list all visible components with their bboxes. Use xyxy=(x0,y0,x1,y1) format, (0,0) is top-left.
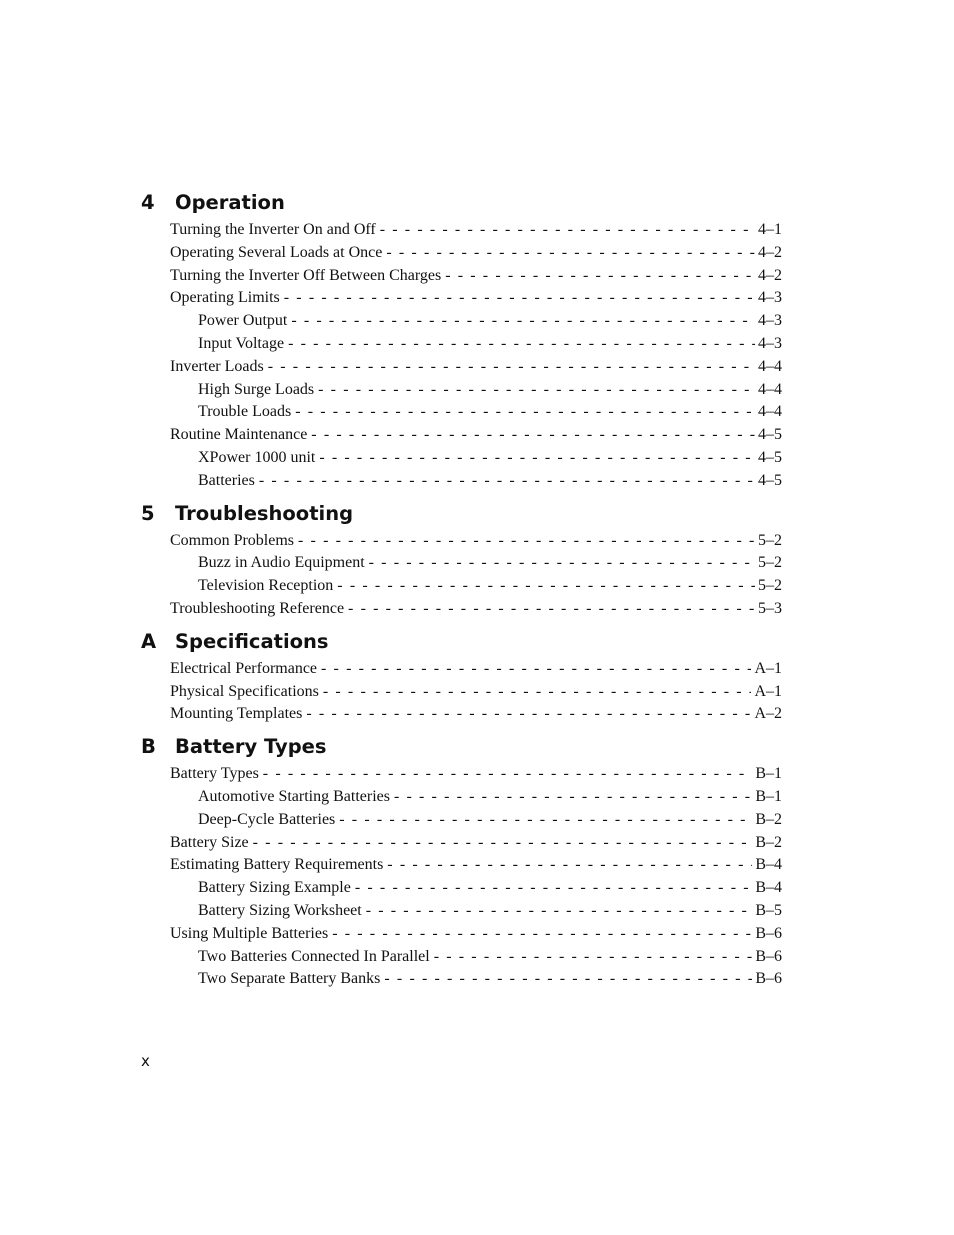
toc-entry-title: Physical Specifications xyxy=(170,682,319,700)
toc-entry-page: 5–2 xyxy=(758,554,782,572)
toc-entry-page: 5–3 xyxy=(758,599,782,617)
toc-entry-title: Electrical Performance xyxy=(170,659,318,677)
toc-entry-page: 4–4 xyxy=(758,380,782,398)
toc-entry-page: B–2 xyxy=(755,810,782,828)
chapter-number: 5 xyxy=(141,501,155,525)
dot-leader xyxy=(387,854,752,877)
toc-entry-page: B–1 xyxy=(755,787,782,805)
toc-entry-title: Trouble Loads xyxy=(198,403,292,421)
toc-entry-page: 4–2 xyxy=(758,243,782,261)
toc-entry-title: Troubleshooting Reference xyxy=(170,599,345,617)
toc-entry[interactable] xyxy=(141,424,782,447)
toc-entry-page: B–6 xyxy=(755,947,782,965)
dot-leader xyxy=(288,333,755,356)
toc-entry-title: Common Problems xyxy=(170,531,295,549)
toc-subentry[interactable] xyxy=(141,401,782,424)
chapter-number: B xyxy=(141,735,156,759)
toc-entry[interactable] xyxy=(141,356,782,379)
toc-entry-page: 4–3 xyxy=(758,289,782,307)
toc-subentry[interactable] xyxy=(141,333,782,356)
toc-subentry[interactable] xyxy=(141,809,782,832)
dot-leader xyxy=(284,287,755,310)
chapter-number: 4 xyxy=(141,191,155,214)
toc-entry-title: Deep-Cycle Batteries xyxy=(198,810,336,828)
dot-leader xyxy=(369,552,755,575)
toc-subentry[interactable] xyxy=(141,877,782,900)
toc-subentry[interactable] xyxy=(141,900,782,923)
chapter-section xyxy=(141,625,782,726)
dot-leader xyxy=(434,946,753,969)
toc-entry[interactable] xyxy=(141,923,782,946)
toc-entry-title: Battery Types xyxy=(170,765,259,783)
chapter-section xyxy=(141,497,782,621)
toc-entry-page: B–6 xyxy=(755,924,782,942)
toc-entry-title: Buzz in Audio Equipment xyxy=(198,554,365,572)
toc-entry-title: Estimating Battery Requirements xyxy=(170,856,384,874)
toc-entry-title: XPower 1000 unit xyxy=(198,448,316,466)
toc-entry[interactable] xyxy=(141,832,782,855)
dot-leader xyxy=(321,658,751,681)
toc-subentry[interactable] xyxy=(141,946,782,969)
toc-entry[interactable] xyxy=(141,265,782,288)
dot-leader xyxy=(263,763,753,786)
chapter-number: A xyxy=(141,629,157,653)
toc-entry[interactable] xyxy=(141,658,782,681)
dot-leader xyxy=(445,265,755,288)
dot-leader xyxy=(337,575,755,598)
toc-entry-page: B–5 xyxy=(755,901,782,919)
dot-leader xyxy=(259,470,755,493)
toc-entry-title: Inverter Loads xyxy=(170,357,264,375)
dot-leader xyxy=(386,242,755,265)
table-of-contents xyxy=(141,186,782,991)
toc-entry-title: Batteries xyxy=(198,471,255,489)
dot-leader xyxy=(332,923,752,946)
toc-entry-page: 4–5 xyxy=(758,448,782,466)
chapter-section xyxy=(141,730,782,991)
toc-subentry[interactable] xyxy=(141,310,782,333)
toc-subentry[interactable] xyxy=(141,575,782,598)
dot-leader xyxy=(348,598,755,621)
toc-subentry[interactable] xyxy=(141,968,782,991)
toc-entry-title: Operating Limits xyxy=(170,289,280,307)
dot-leader xyxy=(291,310,755,333)
toc-subentry[interactable] xyxy=(141,379,782,402)
dot-leader xyxy=(318,379,755,402)
dot-leader xyxy=(295,401,755,424)
dot-leader xyxy=(268,356,755,379)
toc-entry-title: Operating Several Loads at Once xyxy=(170,243,383,261)
toc-entry-page: 4–4 xyxy=(758,357,782,375)
dot-leader xyxy=(380,219,755,242)
toc-entry-page: B–2 xyxy=(755,833,782,851)
toc-entry-title: Battery Sizing Example xyxy=(198,879,351,897)
dot-leader xyxy=(306,703,751,726)
toc-entry-page: 4–5 xyxy=(758,426,782,444)
toc-entry-page: 4–4 xyxy=(758,403,782,421)
toc-entry-page: B–6 xyxy=(755,970,782,988)
toc-entry-title: Battery Sizing Worksheet xyxy=(198,901,362,919)
toc-subentry[interactable] xyxy=(141,447,782,470)
toc-entry-page: 4–2 xyxy=(758,266,782,284)
dot-leader xyxy=(311,424,755,447)
dot-leader xyxy=(339,809,752,832)
toc-entry-title: Automotive Starting Batteries xyxy=(198,787,390,805)
chapter-heading xyxy=(141,730,782,763)
dot-leader xyxy=(298,530,755,553)
toc-entry-title: Two Batteries Connected In Parallel xyxy=(198,947,430,965)
chapter-title: Troubleshooting xyxy=(175,501,354,525)
toc-subentry[interactable] xyxy=(141,786,782,809)
toc-entry-page: B–4 xyxy=(755,879,782,897)
dot-leader xyxy=(319,447,755,470)
toc-entry-title: Television Reception xyxy=(198,577,334,595)
toc-entry-page: A–1 xyxy=(754,682,782,700)
toc-entry-title: Battery Size xyxy=(170,833,249,851)
page-number: x xyxy=(141,1052,150,1070)
toc-entry-page: B–1 xyxy=(755,765,782,783)
chapter-title: Operation xyxy=(175,191,285,214)
toc-entry-title: Input Voltage xyxy=(198,334,285,352)
toc-entry-page: 5–2 xyxy=(758,577,782,595)
toc-entry-title: Routine Maintenance xyxy=(170,426,308,444)
dot-leader xyxy=(323,681,752,704)
toc-entry-page: 4–5 xyxy=(758,471,782,489)
dot-leader xyxy=(394,786,752,809)
toc-entry[interactable] xyxy=(141,854,782,877)
dot-leader xyxy=(355,877,752,900)
dot-leader xyxy=(384,968,752,991)
chapter-heading xyxy=(141,497,782,530)
toc-entry-title: Using Multiple Batteries xyxy=(170,924,329,942)
toc-entry-page: A–1 xyxy=(754,659,782,677)
dot-leader xyxy=(253,832,753,855)
toc-entry-page: B–4 xyxy=(755,856,782,874)
chapter-section xyxy=(141,186,782,493)
chapter-title: Battery Types xyxy=(175,735,327,759)
toc-entry-page: 4–1 xyxy=(758,221,782,238)
chapter-heading xyxy=(141,186,782,219)
toc-subentry[interactable] xyxy=(141,552,782,575)
toc-entry-page: 5–2 xyxy=(758,531,782,549)
toc-entry[interactable] xyxy=(141,287,782,310)
toc-entry[interactable] xyxy=(141,703,782,726)
toc-entry[interactable] xyxy=(141,598,782,621)
toc-entry-title: Turning the Inverter On and Off xyxy=(170,221,376,238)
chapter-heading xyxy=(141,625,782,658)
toc-entry-title: Turning the Inverter Off Between Charges xyxy=(170,266,442,284)
toc-subentry[interactable] xyxy=(141,470,782,493)
toc-entry[interactable] xyxy=(141,681,782,704)
toc-entry-title: High Surge Loads xyxy=(198,380,315,398)
toc-entry[interactable] xyxy=(141,763,782,786)
toc-entry-page: 4–3 xyxy=(758,334,782,352)
toc-entry-title: Power Output xyxy=(198,312,288,330)
toc-entry-page: 4–3 xyxy=(758,312,782,330)
dot-leader xyxy=(366,900,753,923)
chapter-title: Specifications xyxy=(175,629,329,653)
toc-entry[interactable] xyxy=(141,219,782,242)
toc-entry-title: Mounting Templates xyxy=(170,705,303,723)
toc-entry-title: Two Separate Battery Banks xyxy=(198,970,381,988)
toc-entry-page: A–2 xyxy=(754,705,782,723)
toc-entry[interactable] xyxy=(141,530,782,553)
toc-entry[interactable] xyxy=(141,242,782,265)
